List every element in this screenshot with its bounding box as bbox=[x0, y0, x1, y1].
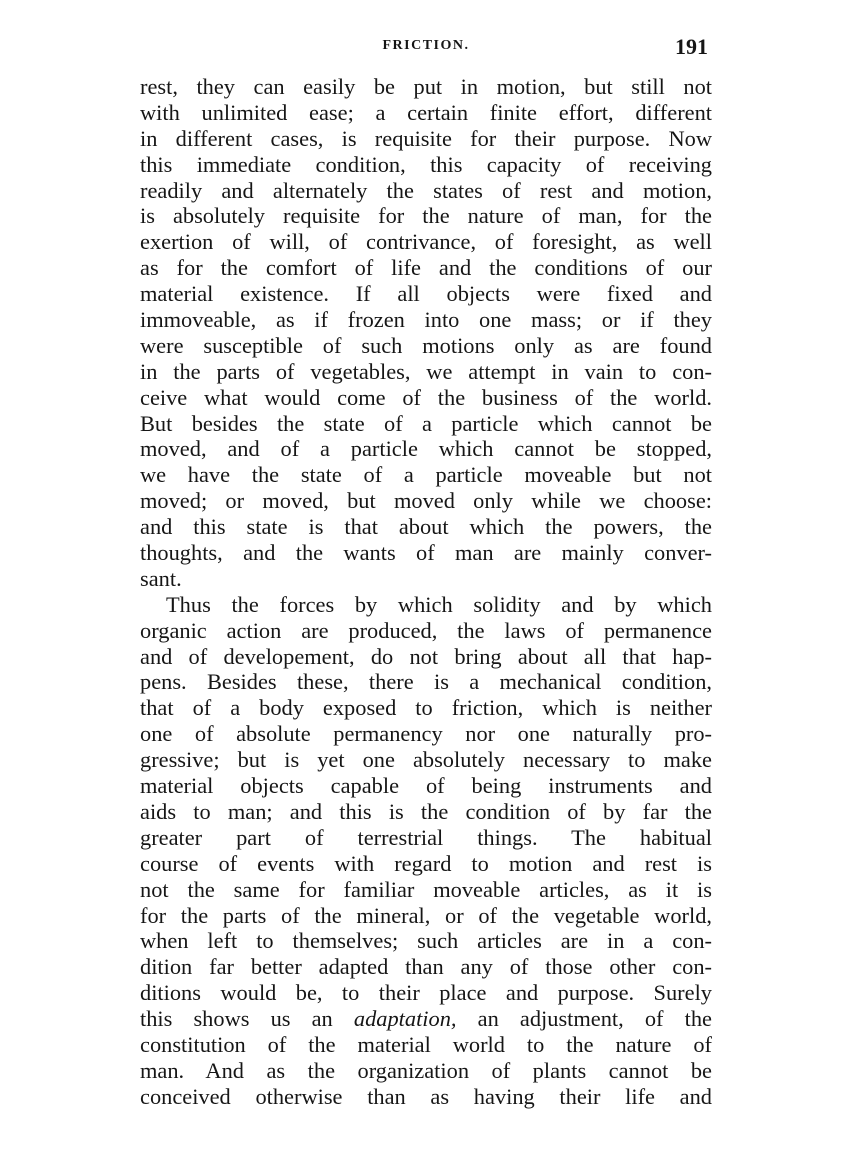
paragraph-2 bbox=[140, 592, 712, 1110]
text-line: ceive what would come of the business of the world. bbox=[140, 384, 712, 410]
text-line: sant. bbox=[140, 565, 182, 591]
running-head bbox=[140, 36, 712, 60]
text-line: ditions would be, to their place and purpose. Surely bbox=[140, 980, 712, 1006]
text-line: material objects capable of being instruments and bbox=[140, 773, 712, 799]
text-line: and of developement, do not bring about all that hap- bbox=[140, 643, 712, 669]
text-line: with unlimited ease; a certain finite effort, different bbox=[140, 99, 712, 125]
italic-word: adaptation, bbox=[353, 1006, 457, 1032]
text-line: greater part of terrestrial things. The habitual bbox=[140, 824, 712, 850]
text-run: this shows us an bbox=[140, 1006, 354, 1032]
text-line: for the parts of the mineral, or of the vegetable world, bbox=[140, 902, 712, 928]
text-line: moved, and of a particle which cannot be stopped, bbox=[140, 436, 712, 462]
text-line: course of events with regard to motion and rest is bbox=[140, 850, 712, 876]
body-text bbox=[140, 74, 712, 1110]
text-line: readily and alternately the states of rest and motion, bbox=[140, 177, 712, 203]
text-line: material existence. If all objects were fixed and bbox=[140, 281, 712, 307]
text-line: one of absolute permanency nor one naturally pro- bbox=[140, 721, 712, 747]
text-line: pens. Besides these, there is a mechanical condition, bbox=[140, 669, 712, 695]
text-line: Thus the forces by which solidity and by which bbox=[166, 591, 712, 617]
text-line: moved; or moved, but moved only while we choose: bbox=[140, 488, 712, 514]
text-line: exertion of will, of contrivance, of foresight, as well bbox=[140, 229, 712, 255]
text-line: But besides the state of a particle which cannot be bbox=[140, 410, 712, 436]
text-line: that of a body exposed to friction, which is neither bbox=[140, 695, 712, 721]
text-line: thoughts, and the wants of man are mainly conver- bbox=[140, 540, 712, 566]
text-line: man. And as the organization of plants cannot be bbox=[140, 1057, 712, 1083]
running-title: FRICTION. bbox=[382, 38, 470, 53]
text-line: gressive; but is yet one absolutely necessary to make bbox=[140, 747, 712, 773]
paragraph-1 bbox=[140, 74, 712, 592]
text-line: as for the comfort of life and the conditions of our bbox=[140, 255, 712, 281]
text-line: constitution of the material world to the nature of bbox=[140, 1031, 712, 1057]
text-line: this immediate condition, this capacity of receiving bbox=[140, 151, 712, 177]
text-line: organic action are produced, the laws of permanence bbox=[140, 617, 712, 643]
text-line: rest, they can easily be put in motion, but still not bbox=[140, 74, 712, 99]
text-line: when left to themselves; such articles are in a con- bbox=[140, 928, 712, 954]
text-line: immoveable, as if frozen into one mass; or if they bbox=[140, 307, 712, 333]
text-line: not the same for familiar moveable articles, as it is bbox=[140, 876, 712, 902]
page-number: 191 bbox=[675, 34, 708, 59]
text-line: in the parts of vegetables, we attempt in vain to con- bbox=[140, 358, 712, 384]
text-line-emphasis bbox=[140, 1006, 712, 1032]
text-line: in different cases, is requisite for their purpose. Now bbox=[140, 125, 712, 151]
text-line: dition far better adapted than any of those other con- bbox=[140, 954, 712, 980]
text-line: were susceptible of such motions only as are found bbox=[140, 332, 712, 358]
text-line: conceived otherwise than as having their life and bbox=[140, 1083, 712, 1109]
text-line: we have the state of a particle moveable but not bbox=[140, 462, 712, 488]
text-line: is absolutely requisite for the nature of man, for the bbox=[140, 203, 712, 229]
text-run: an adjustment, of the bbox=[456, 1006, 712, 1032]
text-line: aids to man; and this is the condition of by far the bbox=[140, 798, 712, 824]
text-line: and this state is that about which the powers, the bbox=[140, 514, 712, 540]
